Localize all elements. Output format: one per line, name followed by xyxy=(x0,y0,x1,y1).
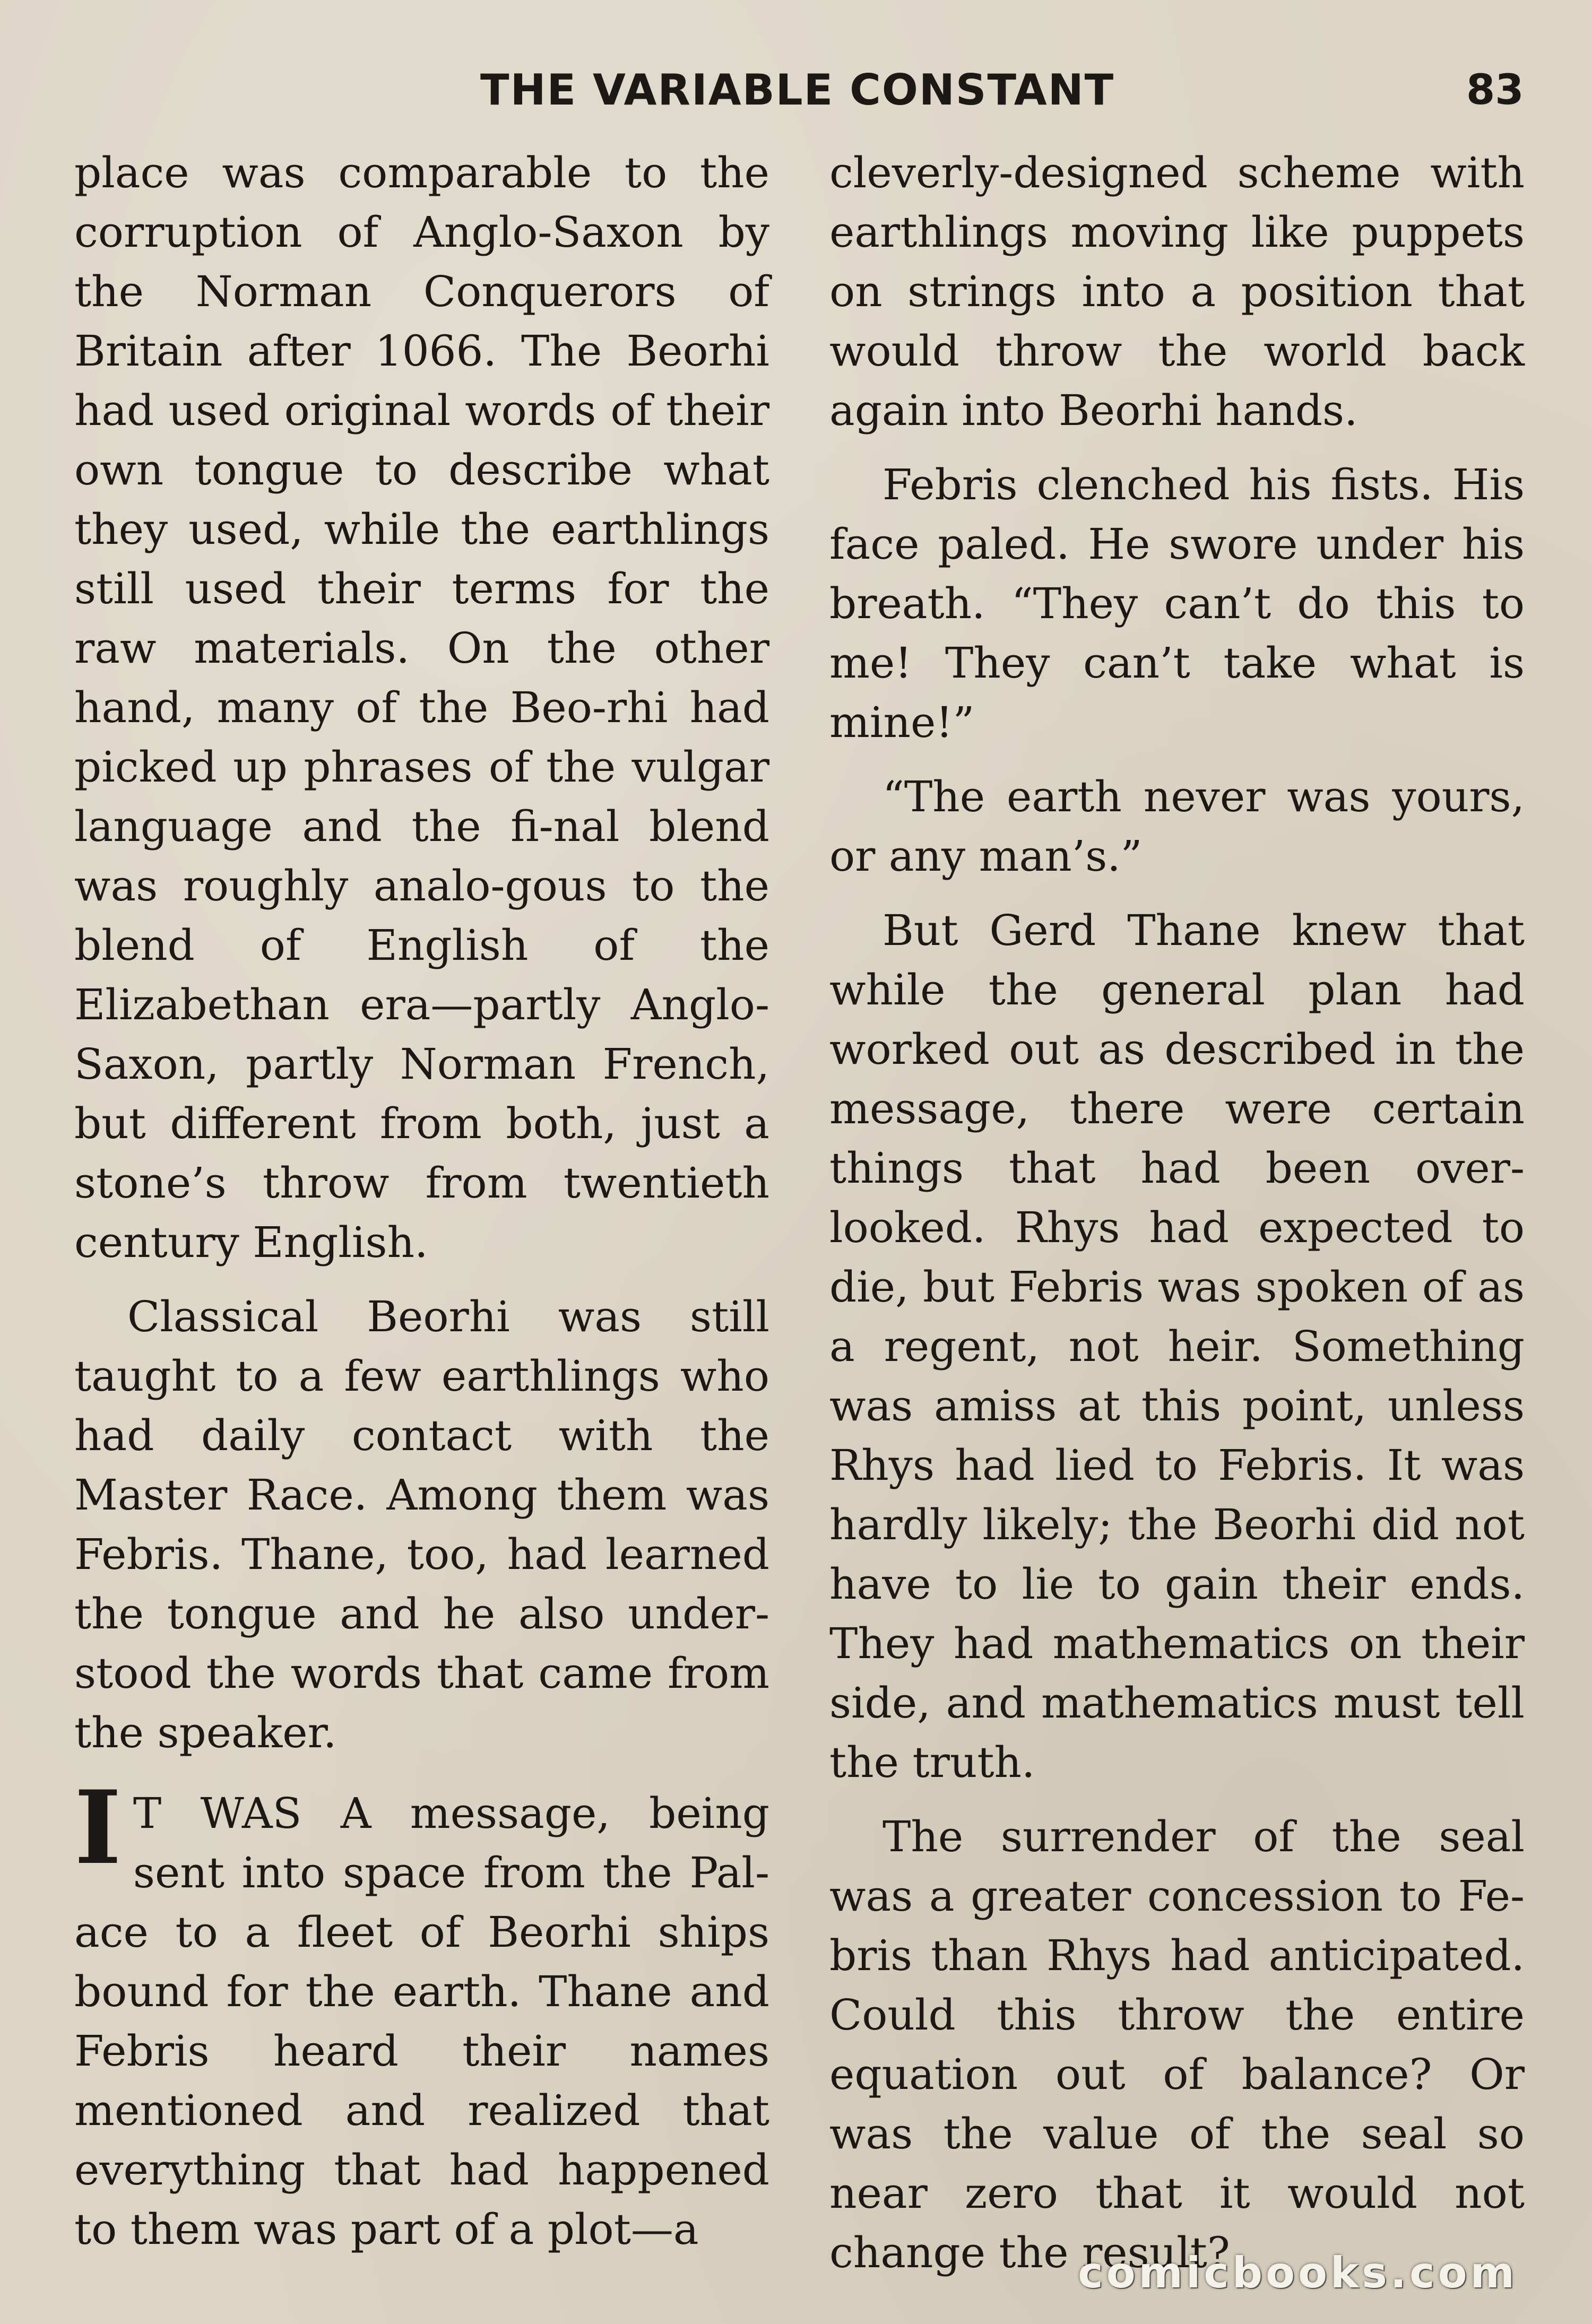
right-column xyxy=(829,143,1525,2297)
paragraph: cleverly-designed scheme with earthlings moving like puppets on strings into a position that would throw the world back again into Beorhi hands. xyxy=(829,148,1525,435)
paragraph-text: T WAS A message, being sent into space from the Pal-ace to a fleet of Beorhi ships bound for the earth. Thane and Febris heard their names mentioned and realized that everything that had happened to them was part of a plot—a xyxy=(74,1789,769,2254)
paragraph: place was comparable to the corruption of Anglo-Saxon by the Norman Conquerors of Britain after 1066. The Beorhi had used original words of their own tongue to describe what they used, while the earthlings still used their terms for the raw materials. On the other hand, many of the Beo-rhi had picked up phrases of the vulgar language and the fi-nal blend was roughly analo-gous to the blend of English of the Elizabethan era—partly Anglo-Saxon, partly Norman French, but different from both, just a stone’s throw from twentieth century English. xyxy=(74,148,769,1267)
drop-cap: I xyxy=(74,1768,122,1887)
paragraph: Febris clenched his fists. His face paled. He swore under his breath. “They can’t do this to me! They can’t take what is mine!” xyxy=(829,460,1525,747)
running-title: THE VARIABLE CONSTANT xyxy=(480,65,1115,115)
watermark: comicbooks.com xyxy=(1078,2248,1518,2297)
page-number: 83 xyxy=(1466,66,1524,114)
paragraph: Classical Beorhi was still taught to a few earthlings who had daily contact with the Master Race. Among them was Febris. Thane, too, had learned the tongue and he also under-stood the words that came from the speaker. xyxy=(74,1292,769,1757)
section-paragraph xyxy=(74,1768,769,2259)
left-column xyxy=(74,143,769,2274)
running-head xyxy=(0,61,1592,119)
paragraph: “The earth never was yours, or any man’s.” xyxy=(829,772,1525,881)
paragraph: But Gerd Thane knew that while the general plan had worked out as described in the message, there were certain things that had been over-looked. Rhys had expected to die, but Febris was spoken of as a regent, not heir. Something was amiss at this point, unless Rhys had lied to Febris. It was hardly likely; the Beorhi did not have to lie to gain their ends. They had mathematics on their side, and mathematics must tell the truth. xyxy=(829,906,1525,1787)
paragraph: The surrender of the seal was a greater concession to Fe-bris than Rhys had anticipated. Could this throw the entire equation out of balance? Or was the value of the seal so near zero that it would not change the result? xyxy=(829,1812,1525,2277)
